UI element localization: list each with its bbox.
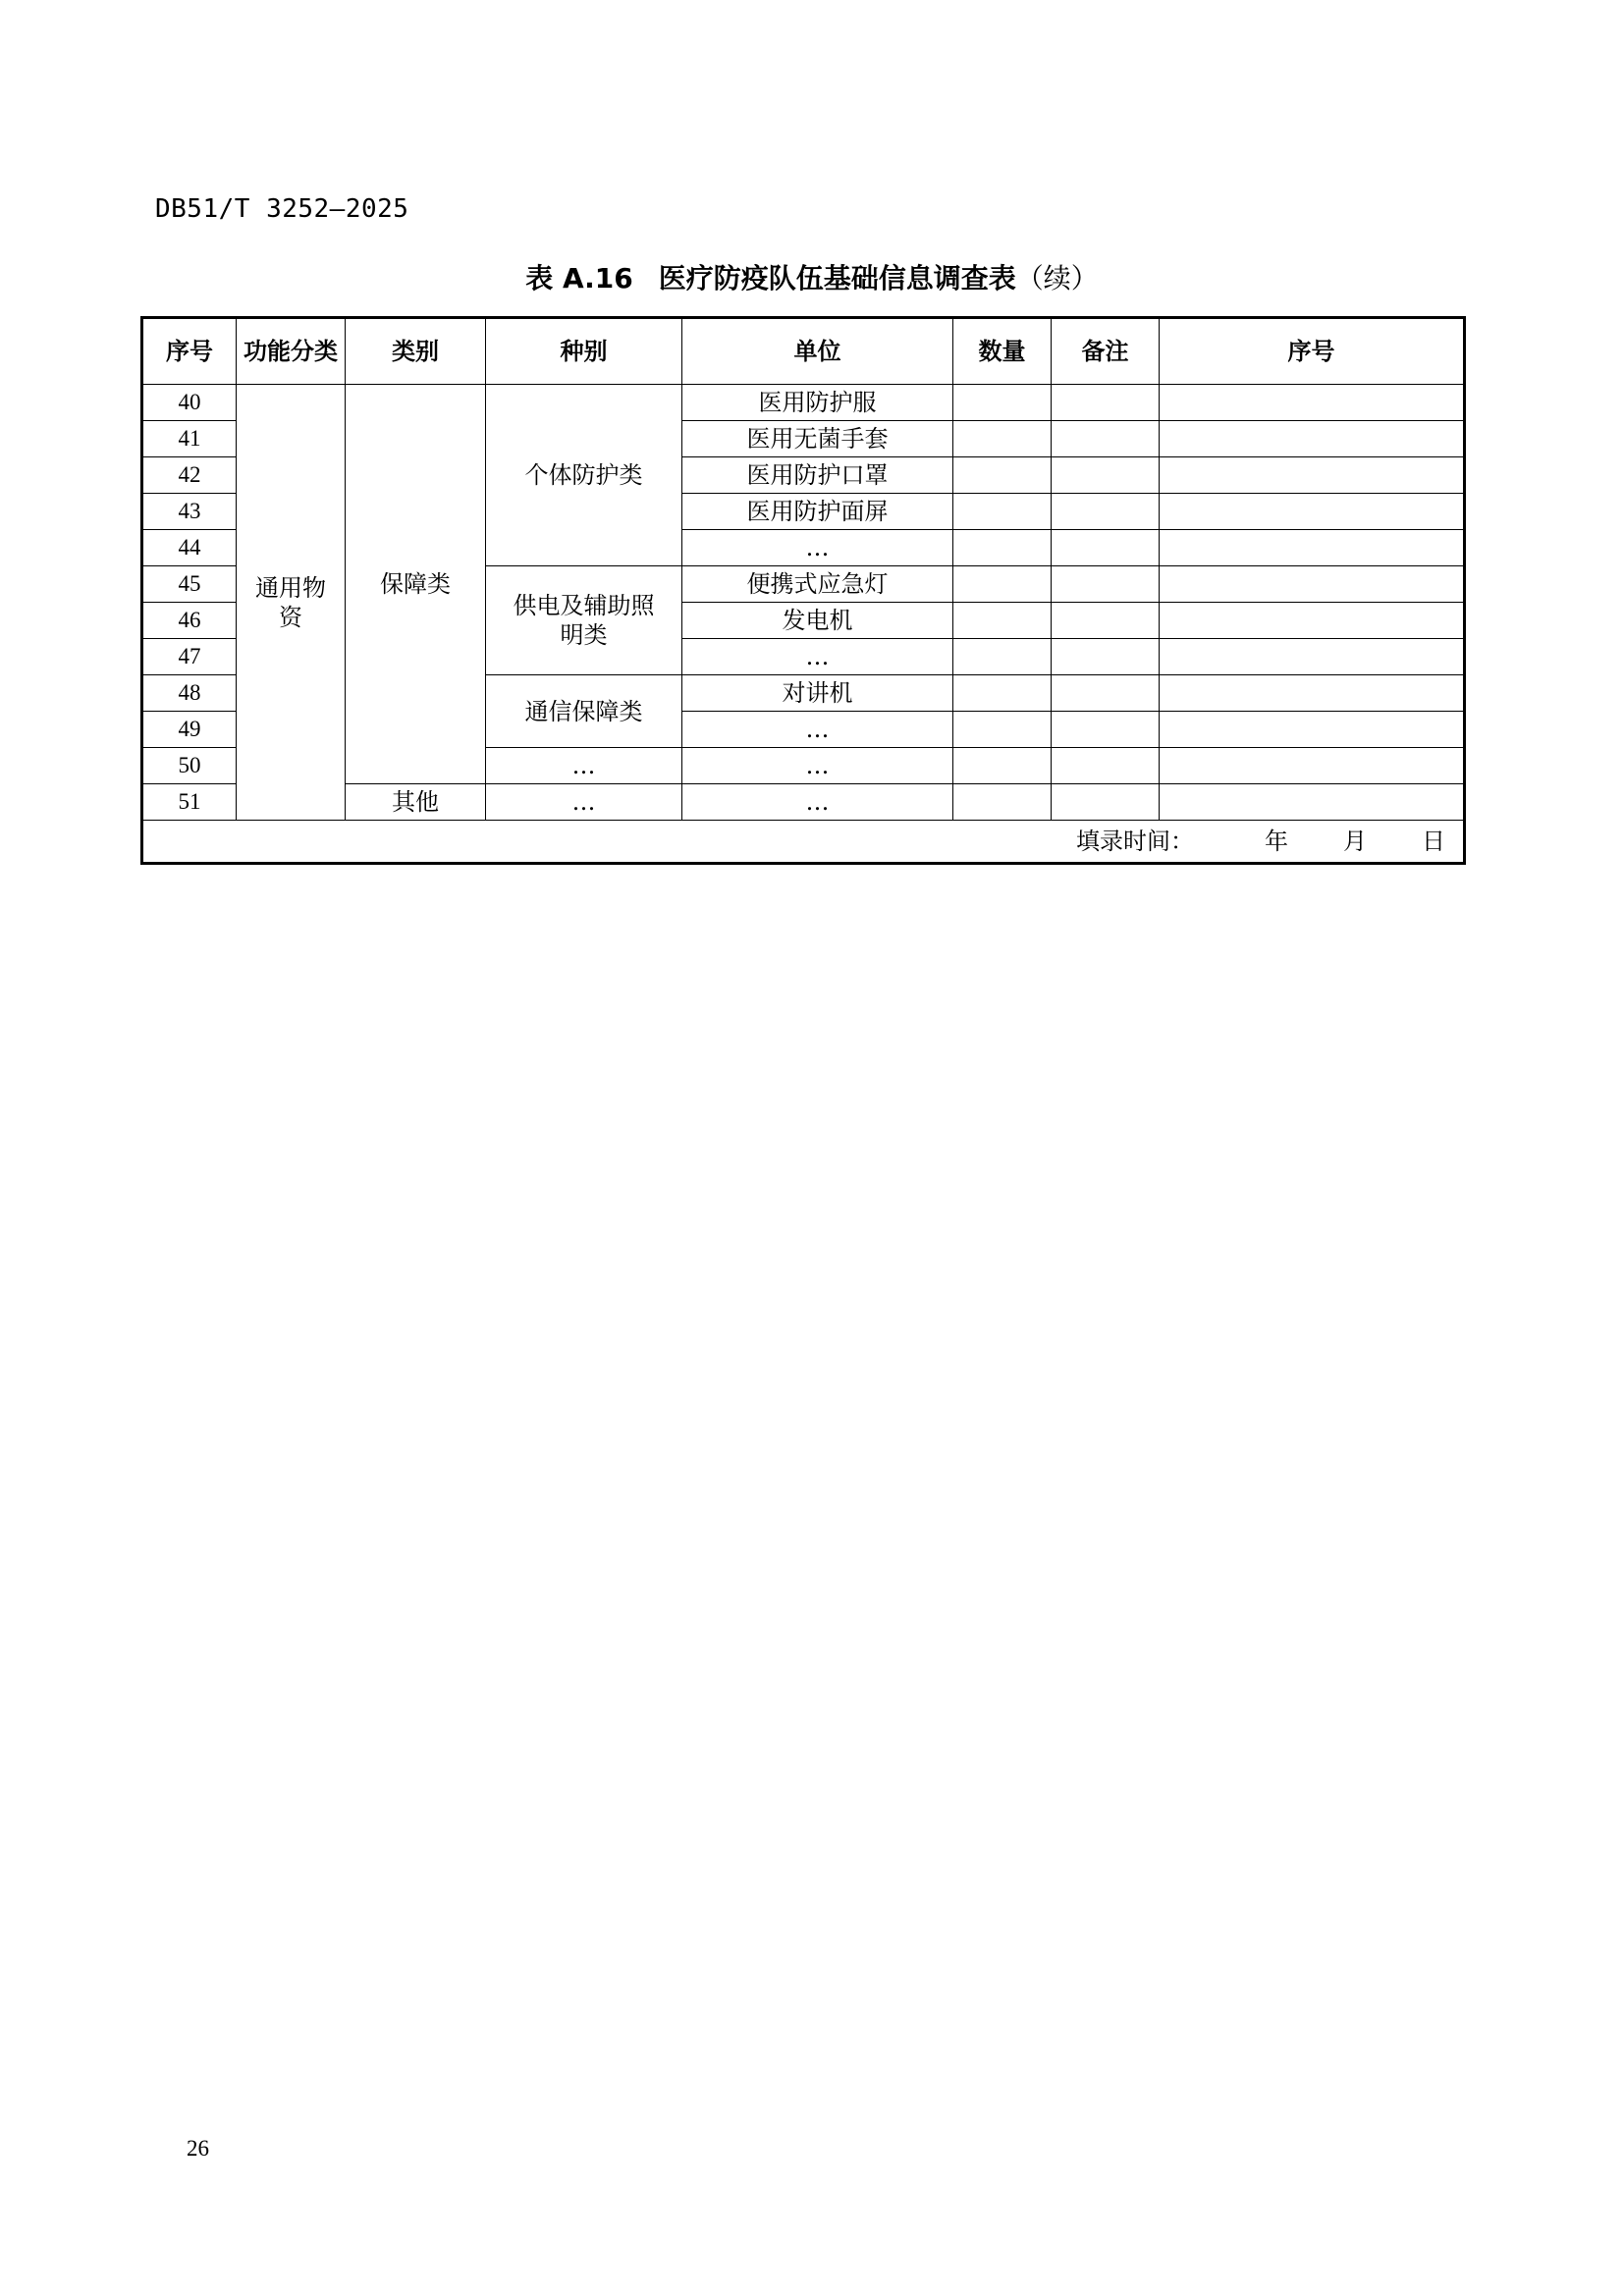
quantity-cell[interactable] — [953, 675, 1052, 712]
extra-cell[interactable] — [1160, 530, 1465, 566]
quantity-cell[interactable] — [953, 748, 1052, 784]
col-header-quantity: 数量 — [953, 318, 1052, 385]
subtype-cell: 通信保障类 — [486, 675, 682, 748]
function-cell: 通用物资 — [237, 385, 346, 821]
page-number: 26 — [187, 2136, 209, 2161]
remarks-cell[interactable] — [1052, 639, 1160, 675]
remarks-cell[interactable] — [1052, 566, 1160, 603]
category-cell: 保障类 — [346, 385, 486, 784]
item-cell: 医用防护口罩 — [682, 457, 953, 494]
col-header-remarks: 备注 — [1052, 318, 1160, 385]
extra-cell[interactable] — [1160, 748, 1465, 784]
remarks-cell[interactable] — [1052, 457, 1160, 494]
extra-cell[interactable] — [1160, 712, 1465, 748]
item-cell: … — [682, 530, 953, 566]
category-cell: 其他 — [346, 784, 486, 821]
fill-date-month: 月 — [1343, 828, 1367, 855]
remarks-cell[interactable] — [1052, 712, 1160, 748]
fill-date-day: 日 — [1422, 828, 1445, 855]
row-number: 42 — [142, 457, 237, 494]
item-cell: 对讲机 — [682, 675, 953, 712]
row-number: 50 — [142, 748, 237, 784]
quantity-cell[interactable] — [953, 457, 1052, 494]
quantity-cell[interactable] — [953, 494, 1052, 530]
row-number: 46 — [142, 603, 237, 639]
subtype-cell: … — [486, 784, 682, 821]
footer-row — [142, 821, 1465, 864]
extra-cell[interactable] — [1160, 784, 1465, 821]
remarks-cell[interactable] — [1052, 784, 1160, 821]
remarks-cell[interactable] — [1052, 530, 1160, 566]
row-number: 51 — [142, 784, 237, 821]
document-code: DB51/T 3252—2025 — [155, 194, 409, 224]
subtype-cell: 供电及辅助照明类 — [486, 566, 682, 675]
quantity-cell[interactable] — [953, 385, 1052, 421]
extra-cell[interactable] — [1160, 457, 1465, 494]
row-number: 45 — [142, 566, 237, 603]
remarks-cell[interactable] — [1052, 494, 1160, 530]
table-row — [142, 385, 1465, 421]
subtype-cell: 个体防护类 — [486, 385, 682, 566]
extra-cell[interactable] — [1160, 639, 1465, 675]
quantity-cell[interactable] — [953, 639, 1052, 675]
quantity-cell[interactable] — [953, 784, 1052, 821]
quantity-cell[interactable] — [953, 421, 1052, 457]
item-cell: 医用防护服 — [682, 385, 953, 421]
remarks-cell[interactable] — [1052, 675, 1160, 712]
col-header-function: 功能分类 — [237, 318, 346, 385]
remarks-cell[interactable] — [1052, 385, 1160, 421]
col-header-subtype: 种别 — [486, 318, 682, 385]
remarks-cell[interactable] — [1052, 603, 1160, 639]
fill-date-year: 年 — [1265, 828, 1288, 855]
survey-table — [140, 316, 1466, 865]
subtype-cell: … — [486, 748, 682, 784]
remarks-cell[interactable] — [1052, 748, 1160, 784]
item-cell: 医用防护面屏 — [682, 494, 953, 530]
table-continued: （续） — [1015, 262, 1099, 294]
item-cell: 发电机 — [682, 603, 953, 639]
extra-cell[interactable] — [1160, 566, 1465, 603]
quantity-cell[interactable] — [953, 566, 1052, 603]
item-cell: … — [682, 639, 953, 675]
row-number: 48 — [142, 675, 237, 712]
extra-cell[interactable] — [1160, 385, 1465, 421]
table-title — [0, 257, 1624, 296]
quantity-cell[interactable] — [953, 603, 1052, 639]
remarks-cell[interactable] — [1052, 421, 1160, 457]
extra-cell[interactable] — [1160, 675, 1465, 712]
item-cell: … — [682, 712, 953, 748]
extra-cell[interactable] — [1160, 421, 1465, 457]
item-cell: … — [682, 784, 953, 821]
row-number: 41 — [142, 421, 237, 457]
col-header-category: 类别 — [346, 318, 486, 385]
item-cell: 便携式应急灯 — [682, 566, 953, 603]
quantity-cell[interactable] — [953, 530, 1052, 566]
col-header-unit: 单位 — [682, 318, 953, 385]
table-number: 表 A.16 — [525, 262, 633, 294]
extra-cell[interactable] — [1160, 494, 1465, 530]
row-number: 47 — [142, 639, 237, 675]
fill-date-label: 填录时间： — [1076, 828, 1194, 855]
fill-date-cell — [142, 821, 1465, 864]
row-number: 44 — [142, 530, 237, 566]
row-number: 49 — [142, 712, 237, 748]
item-cell: 医用无菌手套 — [682, 421, 953, 457]
col-header-serial: 序号 — [142, 318, 237, 385]
row-number: 40 — [142, 385, 237, 421]
item-cell: … — [682, 748, 953, 784]
table-title-text: 医疗防疫队伍基础信息调查表 — [658, 262, 1016, 294]
quantity-cell[interactable] — [953, 712, 1052, 748]
header-row — [142, 318, 1465, 385]
row-number: 43 — [142, 494, 237, 530]
extra-cell[interactable] — [1160, 603, 1465, 639]
col-header-serial-2: 序号 — [1160, 318, 1465, 385]
